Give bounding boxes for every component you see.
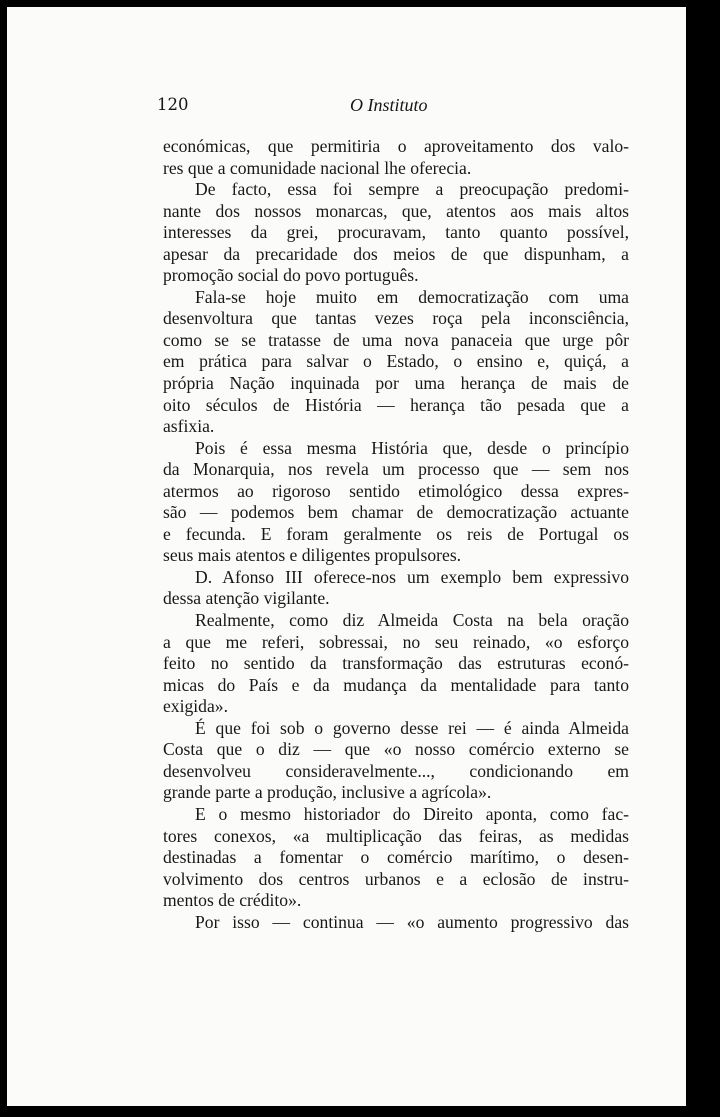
text-line: apesar da precaridade dos meios de que dispunham, a (163, 243, 629, 264)
paragraph (163, 567, 629, 610)
text-line: da Monarquia, nos revela um processo que — sem nos (163, 459, 629, 480)
text-line: económicas, que permitiria o aproveitamento dos valo- (163, 136, 629, 156)
text-line: seus mais atentos e diligentes propulsores. (163, 545, 462, 566)
text-line: exigida». (163, 696, 228, 717)
text-line: D. Afonso III oferece-nos um exemplo bem expressivo (195, 566, 629, 587)
text-line: oito séculos de História — herança tão pesada que a (163, 394, 629, 415)
text-line: própria Nação inquinada por uma herança de mais de (163, 373, 629, 394)
journal-title: O Instituto (350, 95, 428, 115)
text-line: em prática para salvar o Estado, o ensino e, quiçá, a (163, 351, 629, 372)
text-line: interesses da grei, procuravam, tanto quanto possível, (163, 222, 629, 243)
paragraph (163, 179, 629, 287)
paragraph (163, 718, 629, 804)
text-line: promoção social do povo português. (163, 265, 419, 286)
page-number: 120 (157, 95, 189, 114)
text-line: atermos ao rigoroso sentido etimológico dessa expres- (163, 480, 629, 501)
text-line: É que foi sob o governo desse rei — é ainda Almeida (195, 717, 629, 738)
paragraph (163, 804, 629, 912)
text-line: nante dos nossos monarcas, que, atentos aos mais altos (163, 200, 629, 221)
text-line: Pois é essa mesma História que, desde o princípio (195, 437, 629, 458)
text-line: e fecunda. E foram geralmente os reis de Portugal os (163, 523, 629, 544)
text-line: asfixia. (163, 416, 215, 437)
text-line: desenvoltura que tantas vezes roça pela inconsciência, (163, 308, 629, 329)
text-line: grande parte a produção, inclusive a agrícola». (163, 782, 492, 803)
text-line: Realmente, como diz Almeida Costa na bela oração (195, 610, 629, 631)
text-line: Costa que o diz — que «o nosso comércio externo se (163, 739, 629, 760)
text-line: volvimento dos centros urbanos e a eclosão de instru- (163, 868, 629, 889)
body-text (163, 136, 629, 933)
text-line: res que a comunidade nacional lhe oferecia. (163, 157, 472, 178)
text-line: micas do País e da mudança da mentalidade para tanto (163, 674, 629, 695)
paragraph (163, 438, 629, 567)
text-line: são — podemos bem chamar de democratização actuante (163, 502, 629, 523)
running-head (157, 95, 632, 121)
paragraph (163, 287, 629, 438)
paragraph (163, 610, 629, 718)
text-line: a que me referi, sobressai, no seu reinado, «o esforço (163, 631, 629, 652)
text-line: dessa atenção vigilante. (163, 588, 330, 609)
text-line: Fala-se hoje muito em democratização com uma (195, 286, 629, 307)
text-line: Por isso — continua — «o aumento progressivo das (195, 911, 629, 932)
text-line: tores conexos, «a multiplicação das feiras, as medidas (163, 825, 629, 846)
paragraph (163, 912, 629, 934)
paragraph (163, 136, 629, 179)
scan-border (686, 0, 720, 1117)
text-line: feito no sentido da transformação das estruturas econó- (163, 653, 629, 674)
text-line: E o mesmo historiador do Direito aponta, como fac- (195, 803, 629, 824)
book-page (7, 7, 686, 1106)
text-line: De facto, essa foi sempre a preocupação predomi- (195, 179, 629, 200)
text-line: desenvolveu consideravelmente..., condicionando em (163, 760, 629, 781)
text-line: destinadas a fomentar o comércio marítimo, o desen- (163, 847, 629, 868)
text-line: mentos de crédito». (163, 890, 302, 911)
text-line: como se se tratasse de uma nova panaceia que urge pôr (163, 329, 629, 350)
